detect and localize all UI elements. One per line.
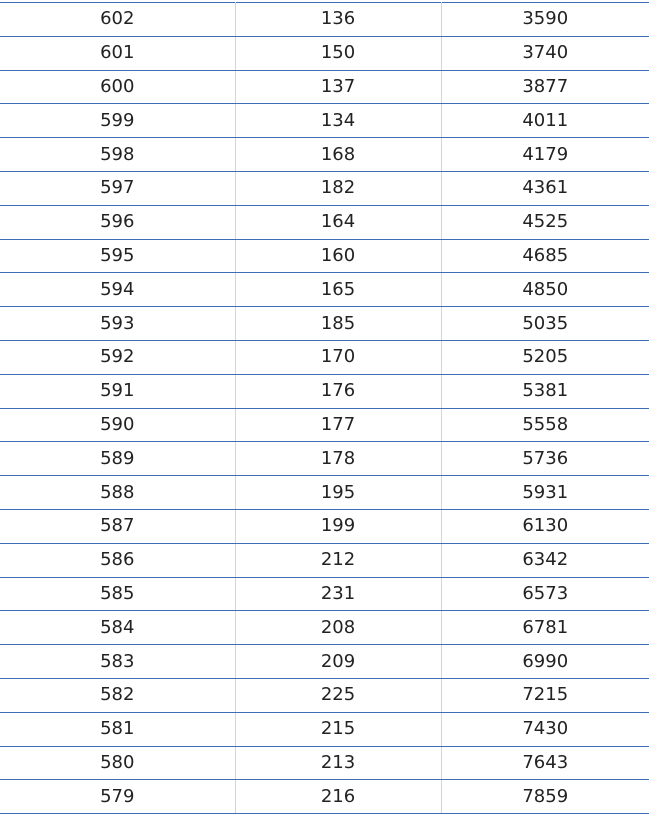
col-3-cell: 4685 <box>441 239 649 273</box>
table-row <box>0 543 649 577</box>
col-3-cell: 5558 <box>441 408 649 442</box>
col-1-cell: 593 <box>0 307 235 341</box>
col-2-cell: 164 <box>235 205 441 239</box>
col-1-cell: 583 <box>0 645 235 679</box>
col-1-cell: 599 <box>0 104 235 138</box>
table-row <box>0 746 649 780</box>
col-1-cell: 585 <box>0 577 235 611</box>
table-row <box>0 273 649 307</box>
col-3-cell: 4179 <box>441 138 649 172</box>
col-2-cell: 160 <box>235 239 441 273</box>
col-3-cell: 4850 <box>441 273 649 307</box>
col-2-cell: 195 <box>235 476 441 510</box>
col-3-cell: 4525 <box>441 205 649 239</box>
col-3-cell: 3877 <box>441 70 649 104</box>
col-1-cell: 591 <box>0 374 235 408</box>
col-2-cell: 209 <box>235 645 441 679</box>
col-3-cell: 7859 <box>441 780 649 814</box>
col-3-cell: 5736 <box>441 442 649 476</box>
table-row <box>0 3 649 37</box>
col-1-cell: 582 <box>0 678 235 712</box>
table-row <box>0 712 649 746</box>
col-2-cell: 176 <box>235 374 441 408</box>
table-row <box>0 340 649 374</box>
col-1-cell: 587 <box>0 509 235 543</box>
col-2-cell: 185 <box>235 307 441 341</box>
table-row <box>0 577 649 611</box>
col-2-cell: 208 <box>235 611 441 645</box>
col-1-cell: 592 <box>0 340 235 374</box>
col-3-cell: 7430 <box>441 712 649 746</box>
col-3-cell: 3740 <box>441 36 649 70</box>
table-row <box>0 205 649 239</box>
col-2-cell: 225 <box>235 678 441 712</box>
table-row <box>0 171 649 205</box>
col-3-cell: 6781 <box>441 611 649 645</box>
col-3-cell: 4011 <box>441 104 649 138</box>
table-row <box>0 104 649 138</box>
col-1-cell: 580 <box>0 746 235 780</box>
table-row <box>0 611 649 645</box>
col-1-cell: 579 <box>0 780 235 814</box>
col-3-cell: 6130 <box>441 509 649 543</box>
col-1-cell: 589 <box>0 442 235 476</box>
col-1-cell: 596 <box>0 205 235 239</box>
col-2-cell: 182 <box>235 171 441 205</box>
col-3-cell: 3590 <box>441 3 649 37</box>
col-3-cell: 5035 <box>441 307 649 341</box>
col-2-cell: 177 <box>235 408 441 442</box>
col-1-cell: 598 <box>0 138 235 172</box>
table-body <box>0 3 649 814</box>
table-row <box>0 645 649 679</box>
col-2-cell: 150 <box>235 36 441 70</box>
col-2-cell: 216 <box>235 780 441 814</box>
col-1-cell: 584 <box>0 611 235 645</box>
table-row <box>0 70 649 104</box>
col-1-cell: 601 <box>0 36 235 70</box>
col-3-cell: 5205 <box>441 340 649 374</box>
col-1-cell: 600 <box>0 70 235 104</box>
table-row <box>0 138 649 172</box>
col-2-cell: 212 <box>235 543 441 577</box>
table-row <box>0 408 649 442</box>
col-1-cell: 597 <box>0 171 235 205</box>
col-1-cell: 594 <box>0 273 235 307</box>
col-1-cell: 581 <box>0 712 235 746</box>
col-2-cell: 136 <box>235 3 441 37</box>
col-3-cell: 6342 <box>441 543 649 577</box>
table-row <box>0 476 649 510</box>
table-row <box>0 780 649 814</box>
col-3-cell: 5931 <box>441 476 649 510</box>
col-1-cell: 590 <box>0 408 235 442</box>
col-1-cell: 588 <box>0 476 235 510</box>
col-2-cell: 168 <box>235 138 441 172</box>
col-2-cell: 231 <box>235 577 441 611</box>
table-row <box>0 442 649 476</box>
table-row <box>0 678 649 712</box>
data-table <box>0 2 649 814</box>
col-2-cell: 165 <box>235 273 441 307</box>
table-row <box>0 36 649 70</box>
col-2-cell: 199 <box>235 509 441 543</box>
col-2-cell: 170 <box>235 340 441 374</box>
col-3-cell: 4361 <box>441 171 649 205</box>
col-3-cell: 6990 <box>441 645 649 679</box>
col-2-cell: 137 <box>235 70 441 104</box>
col-2-cell: 213 <box>235 746 441 780</box>
table-row <box>0 307 649 341</box>
col-3-cell: 5381 <box>441 374 649 408</box>
col-2-cell: 134 <box>235 104 441 138</box>
col-1-cell: 586 <box>0 543 235 577</box>
col-2-cell: 178 <box>235 442 441 476</box>
col-3-cell: 7215 <box>441 678 649 712</box>
table-row <box>0 239 649 273</box>
col-3-cell: 7643 <box>441 746 649 780</box>
col-2-cell: 215 <box>235 712 441 746</box>
table-row <box>0 509 649 543</box>
table-row <box>0 374 649 408</box>
col-3-cell: 6573 <box>441 577 649 611</box>
col-1-cell: 595 <box>0 239 235 273</box>
col-1-cell: 602 <box>0 3 235 37</box>
